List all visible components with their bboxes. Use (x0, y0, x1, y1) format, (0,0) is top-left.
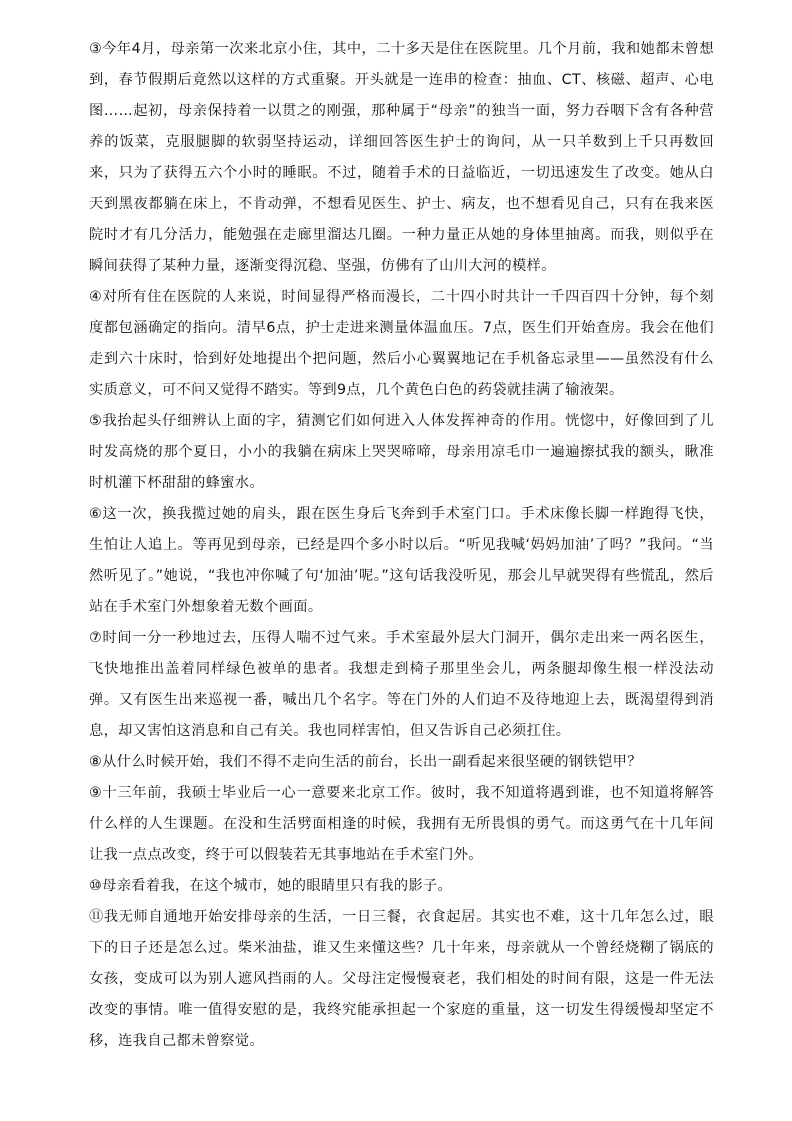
paragraph-10: ⑩母亲看着我，在这个城市，她的眼睛里只有我的影子。 (89, 878, 453, 894)
paragraph-11: ⑪我无师自通地开始安排母亲的生活，一日三餐，衣食起居。其实也不难，这十几年怎么过，眼下的日子还是怎么过。柴米油盐，谁又生来懂这些？几十年来，母亲就从一个曾经烧糊了锅底的女孩，变成可以为别人遮风挡雨的人。父母注定慢慢衰老，我们相处的时间有限，这是一件无法改变的事情。唯一值得安慰的是，我终究能承担起一个家庭的重量，这一切发生得缓慢却坚定不移，连我自己都未曾察觉。 (89, 909, 714, 1049)
paragraph-3: ③今年4月，母亲第一次来北京小住，其中，二十多天是住在医院里。几个月前，我和她都未曾想到，春节假期后竟然以这样的方式重聚。开头就是一连串的检查：抽血、CT、核磁、超声、心电图……起初，母亲保持着一以贯之的刚强，那种属于“母亲”的独当一面，努力吞咽下含有各种营养的饭菜，克服腿脚的软弱坚持运动，详细回答医生护士的询问，从一只羊数到上千只再数回来，只为了获得五六个小时的睡眠。不过，随着手术的日益临近，一切迅速发生了改变。她从白天到黑夜都躺在床上，不肯动弹，不想看见医生、护士、病友，也不想看见自己，只有在我来医院时才有几分活力，能勉强在走廊里溜达几圈。一种力量正从她的身体里抽离。而我，则似乎在瞬间获得了某种力量，逐渐变得沉稳、坚强，仿佛有了山川大河的模样。 (89, 41, 714, 274)
paragraph-8: ⑧从什么时候开始，我们不得不走向生活的前台，长出一副看起来很坚硬的钢铁铠甲？ (89, 754, 642, 770)
paragraph-9: ⑨十三年前，我硕士毕业后一心一意要来北京工作。彼时，我不知道将遇到谁，也不知道将解答什么样的人生课题。在没和生活劈面相逢的时候，我拥有无所畏惧的勇气。而这勇气在十几年间让我一点点改变，终于可以假装若无其事地站在手术室门外。 (89, 785, 714, 863)
paragraph-7: ⑦时间一分一秒地过去，压得人喘不过气来。手术室最外层大门洞开，偶尔走出来一两名医生，飞快地推出盖着同样绿色被单的患者。我想走到椅子那里坐会儿，两条腿却像生根一样没法动弹。又有医生出来巡视一番，喊出几个名字。等在门外的人们迫不及待地迎上去，既渴望得到消息，却又害怕这消息和自己有关。我也同样害怕，但又告诉自己必须扛住。 (89, 630, 714, 739)
paragraph-6: ⑥这一次，换我揽过她的肩头，跟在医生身后飞奔到手术室门口。手术床像长脚一样跑得飞快，生怕让人追上。等再见到母亲，已经是四个多小时以后。“听见我喊‘妈妈加油’了吗？”我问。“当然听见了。”她说，“我也冲你喊了句‘加油’呢。”这句话我没听见，那会儿早就哭得有些慌乱，然后站在手术室门外想象着无数个画面。 (89, 506, 714, 615)
paragraph-5: ⑤我抬起头仔细辨认上面的字，猜测它们如何进入人体发挥神奇的作用。恍惚中，好像回到了儿时发高烧的那个夏日，小小的我躺在病床上哭哭啼啼，母亲用凉毛巾一遍遍擦拭我的额头，瞅准时机灌下杯甜甜的蜂蜜水。 (89, 413, 714, 491)
document-body (80, 34, 714, 1057)
paragraph-4: ④对所有住在医院的人来说，时间显得严格而漫长，二十四小时共计一千四百四十分钟，每个刻度都包涵确定的指向。清早6点，护士走进来测量体温血压。7点，医生们开始查房。我会在他们走到六十床时，恰到好处地提出个把问题，然后小心翼翼地记在手机备忘录里——虽然没有什么实质意义，可不问又觉得不踏实。等到9点，几个黄色白色的药袋就挂满了输液架。 (89, 289, 714, 398)
